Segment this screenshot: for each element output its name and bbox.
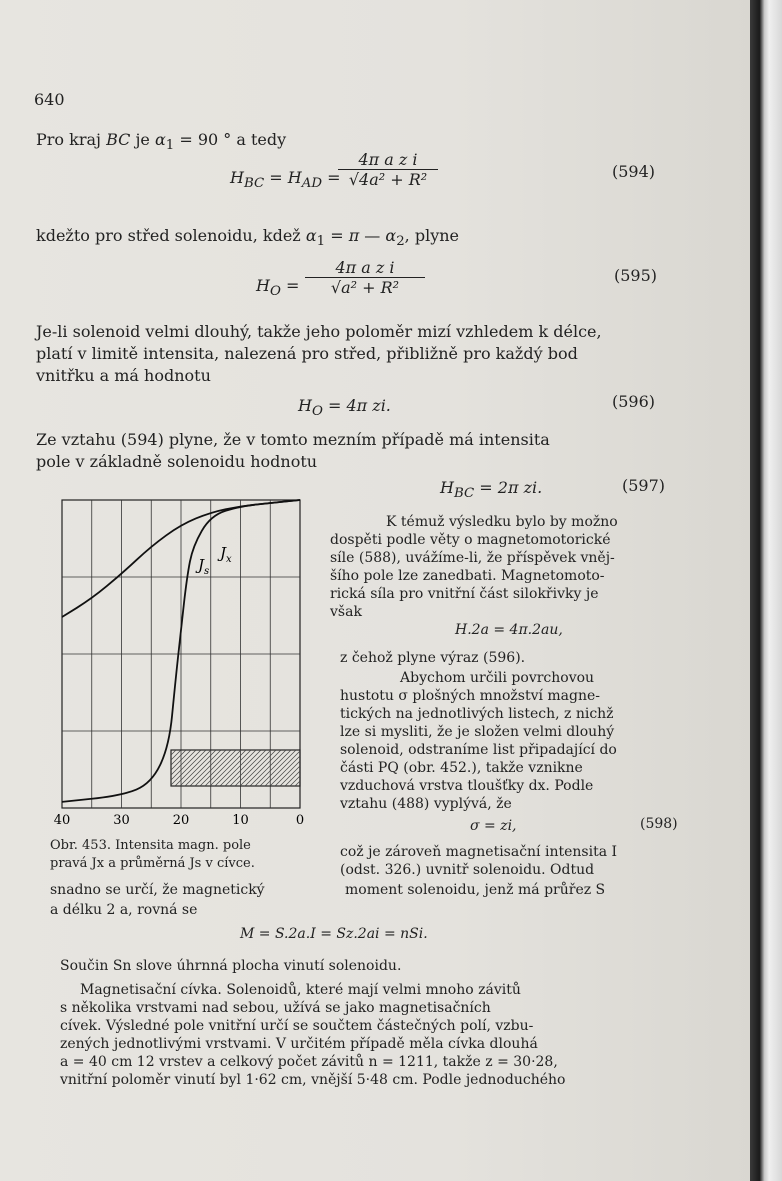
right-line-11: lze si mysliti, že je složen velmi dlouhý (340, 724, 615, 740)
book-spine (750, 0, 782, 1181)
eq-594-lhs: $H_{BC} = H_{AD}$ = (230, 168, 341, 192)
chart-x-ticks (54, 813, 304, 828)
text-line-14: zených jednotlivými vrstvami. V určitém případě měla cívka dlouhá (60, 1036, 538, 1052)
text-line-1: Pro kraj BC je $\alpha_1 = 90$ ° a tedy (36, 130, 287, 154)
eq-594-denominator: √4a² + R² (348, 170, 428, 189)
hatch-line (171, 750, 196, 775)
label-js: $J_s$ (198, 556, 210, 577)
eq-h2a: H.2a = 4π.2au, (455, 622, 563, 638)
right-line-16: což je zároveň magnetisační intensita I (340, 844, 618, 860)
right-line-9: hustotu σ plošných množství magne- (340, 688, 601, 704)
hatch-line (280, 766, 300, 786)
hatch-line (171, 750, 181, 760)
eq-596: $H_O = 4\pi$ zi. (298, 396, 391, 420)
figure-caption-2: pravá Jx a průměrná Js v cívce. (50, 856, 255, 871)
figure-caption-1: Obr. 453. Intensita magn. pole (50, 838, 251, 853)
eq-594-numerator: 4π a z i (338, 150, 438, 170)
eq-595-lhs: $H_O$ = (256, 276, 300, 300)
text-line-8b: moment solenoidu, jenž má průřez S (345, 882, 606, 898)
eq-595-denominator: √a² + R² (330, 278, 400, 297)
text-line-5: vnitřku a má hodnotu (36, 366, 211, 385)
text-line-2: kdežto pro střed solenoidu, kdež $\alpha_1 = \pi$ — $\alpha_2$, plyne (36, 226, 460, 250)
hatch-line (275, 761, 300, 786)
text-line-11: Magnetisační cívka. Solenoidů, které mají velmi mnoho závitů (80, 982, 521, 998)
figure-453-chart (30, 490, 320, 830)
text-line-10: Součin Sn slove úhrnná plocha vinutí solenoidu. (60, 958, 402, 974)
x-tick-label: 20 (172, 813, 190, 828)
right-line-12: solenoid, odstraníme list připadající do (340, 742, 617, 758)
eq-m: M = S.2a.I = Sz.2ai = nSi. (240, 926, 428, 942)
x-tick-label: 30 (113, 813, 130, 828)
hatch-line (270, 756, 300, 786)
page-number: 640 (34, 90, 65, 109)
hatch-line (171, 750, 201, 780)
x-tick-label: 40 (53, 813, 71, 828)
right-line-15: vztahu (488) vyplývá, že (340, 796, 512, 812)
text-line-12: s několika vrstvami nad sebou, užívá se jako magnetisačních (60, 1000, 491, 1016)
eq-598: σ = zi, (470, 818, 517, 834)
right-line-10: tických na jednotlivých listech, z nichž (340, 706, 614, 722)
text-line-7: pole v základně solenoidu hodnotu (36, 452, 318, 471)
eq-598-number: (598) (640, 816, 678, 832)
right-line-17: (odst. 326.) uvnitř solenoidu. Odtud (340, 862, 595, 878)
text-line-8a: snadno se určí, že magnetický (50, 882, 265, 898)
right-line-13: části PQ (obr. 452.), takže vznikne (340, 760, 583, 776)
hatched-block (171, 750, 300, 786)
eq-597: $H_{BC} = 2\pi$ zi. (440, 478, 543, 502)
hatch-line (171, 750, 206, 785)
text-line-9: a délku 2 a, rovná se (50, 902, 198, 918)
text-line-6: Ze vztahu (594) plyne, že v tomto mezním případě má intensita (36, 430, 550, 449)
eq-594-fraction (338, 150, 438, 189)
right-line-1: K témuž výsledku bylo by možno (386, 514, 618, 530)
hatch-line (290, 776, 300, 786)
eq-595-numerator: 4π a z i (305, 258, 425, 278)
text-line-4: platí v limitě intensita, nalezená pro střed, přibližně pro každý bod (36, 344, 578, 363)
eq-595-fraction (305, 258, 425, 297)
hatch-line (171, 750, 176, 755)
hatch-line (295, 781, 300, 786)
right-line-4: šího pole lze zanedbati. Magnetomoto- (330, 568, 605, 584)
right-line-14: vzduchová vrstva tloušťky dx. Podle (340, 778, 594, 794)
eq-594-number: (594) (612, 162, 656, 181)
eq-597-number: (597) (622, 476, 666, 495)
right-line-3: síle (588), uvážíme-li, že příspěvek vněj- (330, 550, 615, 566)
label-jx: $J_x$ (220, 544, 232, 565)
text-line-3: Je-li solenoid velmi dlouhý, takže jeho poloměr mizí vzhledem k délce, (36, 322, 602, 341)
right-line-2: dospěti podle věty o magnetomotorické (330, 532, 611, 548)
text-line-15: a = 40 cm 12 vrstev a celkový počet závitů n = 1211, takže z = 30·28, (60, 1054, 558, 1070)
text-line-13: cívek. Výsledné pole vnitřní určí se součtem částečných polí, vzbu- (60, 1018, 534, 1034)
eq-595-number: (595) (614, 266, 658, 285)
right-line-8: Abychom určili povrchovou (400, 670, 595, 686)
eq-596-number: (596) (612, 392, 656, 411)
x-tick-label: 10 (232, 813, 249, 828)
right-line-6: však (330, 604, 362, 620)
right-line-7: z čehož plyne výraz (596). (340, 650, 526, 666)
right-line-5: rická síla pro vnitřní část silokřivky je (330, 586, 599, 602)
text-line-16: vnitřní poloměr vinutí byl 1·62 cm, vnější 5·48 cm. Podle jednoduchého (60, 1072, 566, 1088)
x-tick-label: 0 (295, 813, 305, 828)
